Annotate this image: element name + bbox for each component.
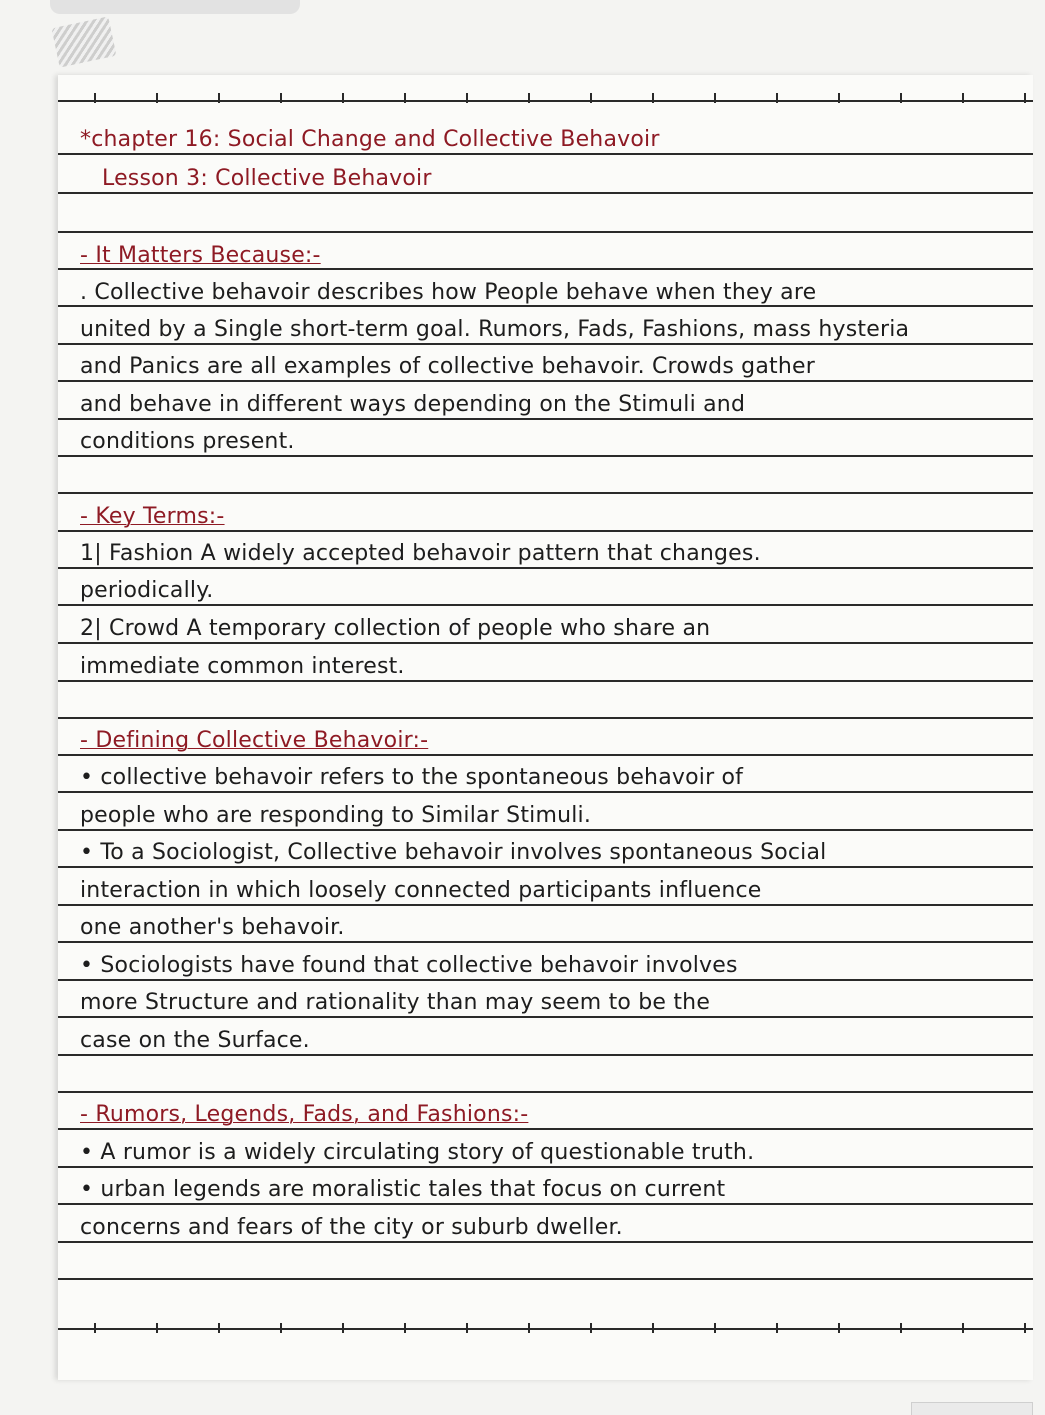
note-line: united by a Single short-term goal. Rumors, Fads, Fashions, mass hysteria — [80, 317, 910, 342]
term-line: periodically. — [80, 578, 214, 603]
note-line: and Panics are all examples of collective behavoir. Crowds gather — [80, 354, 815, 379]
note-line: case on the Surface. — [80, 1028, 310, 1053]
ruled-line — [58, 1091, 1033, 1093]
top-tab — [50, 0, 300, 14]
notebook-page — [58, 75, 1033, 1380]
term-line: 2| Crowd A temporary collection of people who share an — [80, 616, 711, 641]
chapter-title: *chapter 16: Social Change and Collective Behavoir — [80, 127, 660, 152]
term-line: immediate common interest. — [80, 654, 405, 679]
note-line: • collective behavoir refers to the spontaneous behavoir of — [80, 765, 744, 790]
ruled-line — [58, 1278, 1033, 1280]
note-line: conditions present. — [80, 429, 295, 454]
note-line: and behave in different ways depending on the Stimuli and — [80, 392, 746, 417]
note-line: • A rumor is a widely circulating story of questionable truth. — [80, 1140, 755, 1165]
ruled-line — [58, 492, 1033, 494]
defining-heading: - Defining Collective Behavoir:- — [80, 728, 429, 753]
bottom-ruler-ticks — [58, 1323, 1033, 1333]
note-line: more Structure and rationality than may seem to be the — [80, 990, 711, 1015]
ruled-line — [58, 231, 1033, 233]
note-line: concerns and fears of the city or suburb dweller. — [80, 1215, 623, 1240]
note-line: • urban legends are moralistic tales that focus on current — [80, 1177, 726, 1202]
rumors-heading: - Rumors, Legends, Fads, and Fashions:- — [80, 1102, 529, 1127]
note-line: • Sociologists have found that collective behavoir involves — [80, 953, 738, 978]
note-line: people who are responding to Similar Stimuli. — [80, 803, 592, 828]
term-line: 1| Fashion A widely accepted behavoir pattern that changes. — [80, 541, 761, 566]
ruled-line — [58, 100, 1033, 102]
matters-heading: - It Matters Because:- — [80, 243, 321, 268]
note-line: • To a Sociologist, Collective behavoir involves spontaneous Social — [80, 840, 827, 865]
ruled-line — [58, 717, 1033, 719]
staple-texture — [51, 16, 116, 67]
note-line: interaction in which loosely connected participants influence — [80, 878, 762, 903]
key-terms-heading: - Key Terms:- — [80, 504, 225, 529]
note-line: . Collective behavoir describes how People behave when they are — [80, 280, 817, 305]
note-line: one another's behavoir. — [80, 915, 345, 940]
scanner-watermark — [911, 1402, 1033, 1415]
lesson-title: Lesson 3: Collective Behavoir — [102, 166, 432, 191]
